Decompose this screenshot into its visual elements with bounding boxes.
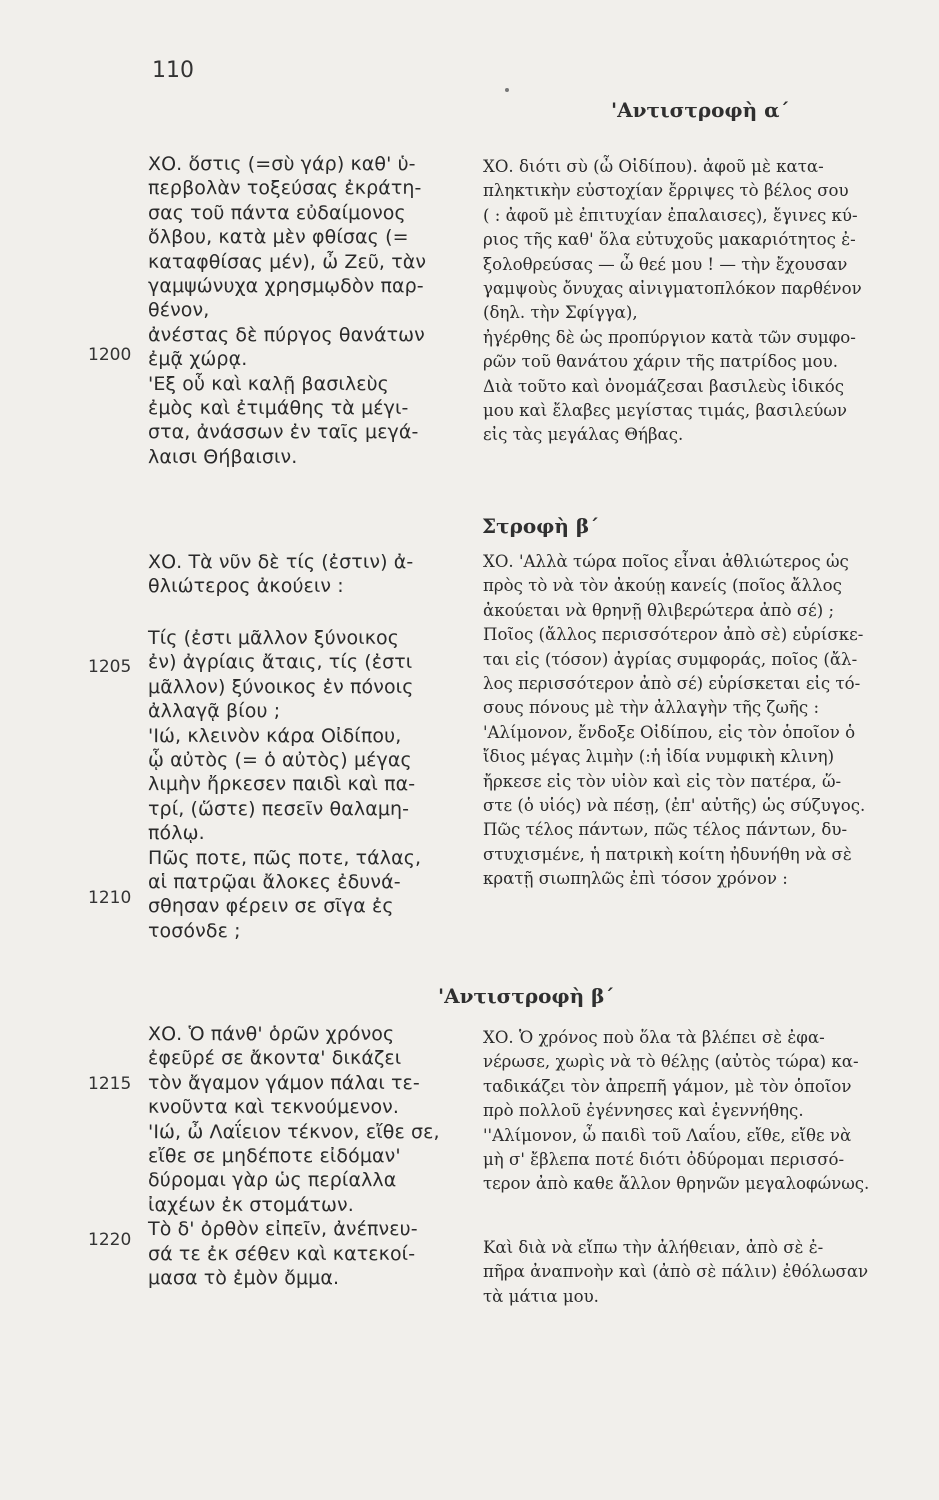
text-line: αἱ πατρῷαι ἄλοκες ἐδυνά-: [148, 871, 401, 894]
ancient-text-block-4: [148, 1022, 440, 1290]
text-line: Ποῖος (ἄλλος περισσότερον ἀπὸ σὲ) εὑρίσκε-: [483, 625, 864, 645]
text-line: στα, ἀνάσσων ἐν ταῖς μεγά-: [148, 421, 419, 444]
text-line: 'Εξ οὗ καὶ καλῇ βασιλεὺς: [148, 372, 389, 395]
text-line: ἠγέρθης δὲ ὡς προπύργιον κατὰ τῶν συμφο-: [483, 327, 856, 347]
text-line: λος περισσότερον ἀπὸ σέ) εὑρίσκεται εἰς τό-: [483, 674, 861, 694]
text-line: ἰαχέων ἐκ στομάτων.: [148, 1193, 354, 1216]
text-line: γαμψώνυχα χρησμῳδὸν παρ-: [148, 275, 424, 298]
text-line: τερον ἀπὸ καθε ἄλλον θρηνῶν μεγαλοφώνως.: [483, 1174, 870, 1194]
ancient-text-block-2: [148, 550, 413, 599]
text-line: πρὸ πολλοῦ ἐγέννησες καὶ ἐγεννήθης.: [483, 1101, 804, 1121]
text-line: πόλῳ.: [148, 822, 205, 845]
line-number: 1215: [88, 1074, 132, 1094]
line-number: 1200: [88, 345, 132, 365]
text-line: πληκτικὴν εὐστοχίαν ἔρριψες τὸ βέλος σου: [483, 181, 849, 201]
text-line: μου καὶ ἔλαβες μεγίστας τιμάς, βασιλεύων: [483, 401, 847, 421]
text-line: τὸν ἄγαμον γάμον πάλαι τε-: [148, 1071, 420, 1094]
text-line: τοσόνδε ;: [148, 919, 241, 942]
translation-block-4: [483, 1236, 868, 1309]
text-line: ᾧ αὐτὸς (= ὁ αὐτὸς) μέγας: [148, 749, 412, 772]
line-number: 1210: [88, 888, 132, 908]
text-line: ἐμὸς καὶ ἐτιμάθης τὰ μέγι-: [148, 397, 409, 420]
ink-speck: [505, 88, 509, 92]
text-line: ἐν) ἀγρίαις ἄταις, τίς (ἐστι: [148, 651, 413, 674]
text-line: κρατῇ σιωπηλῶς ἐπὶ τόσον χρόνον :: [483, 869, 788, 889]
text-line: κνοῦντα καὶ τεκνούμενον.: [148, 1096, 400, 1119]
text-line: πῆρα ἀναπνοὴν καὶ (ἀπὸ σὲ πάλιν) ἐθόλωσαν: [483, 1262, 869, 1282]
heading-strophe-b: Στροφὴ β΄: [482, 514, 600, 538]
text-line: 'Ιώ, κλεινὸν κάρα Οἰδίπου,: [148, 724, 402, 747]
text-line: δύρομαι γὰρ ὡς περίαλλα: [148, 1169, 397, 1192]
text-line: περβολὰν τοξεύσας ἐκράτη-: [148, 177, 422, 200]
text-line: τρί, (ὥστε) πεσεῖν θαλαμη-: [148, 797, 410, 820]
text-line: γαμψοὺς ὄνυχας αἰνιγματοπλόκον παρθένον: [483, 279, 862, 299]
text-line: ταδικάζει τὸν ἀπρεπῆ γάμον, μὲ τὸν ὁποῖον: [483, 1076, 852, 1096]
page-number: 110: [152, 58, 194, 83]
text-line: ΧΟ. Ὁ πάνθ' ὁρῶν χρόνος: [148, 1023, 395, 1045]
text-line: πρὸς τὸ νὰ τὸν ἀκούῃ κανείς (ποῖος ἄλλος: [483, 576, 842, 596]
text-line: ἤρκεσε εἰς τὸν υἱὸν καὶ εἰς τὸν πατέρα, ὥ-: [483, 771, 842, 791]
text-line: ΧΟ. Τὰ νῦν δὲ τίς (ἐστιν) ἀ-: [148, 551, 414, 573]
translation-block-2: [483, 550, 865, 892]
text-line: ΧΟ. διότι σὺ (ὦ Οἰδίπου). ἀφοῦ μὲ κατα-: [483, 157, 824, 176]
text-line: ὄλβου, κατὰ μὲν φθίσας (=: [148, 226, 409, 249]
translation-block-1: [483, 155, 862, 448]
text-line: ΧΟ. Ὁ χρόνος ποὺ ὅλα τὰ βλέπει σὲ ἐφα-: [483, 1028, 825, 1047]
text-line: μᾶλλον) ξύνοικος ἐν πόνοις: [148, 675, 414, 698]
text-line: ξολοθρεύσας — ὦ θεέ μου ! — τὴν ἔχουσαν: [483, 254, 848, 274]
text-line: ΧΟ. 'Αλλὰ τώρα ποῖος εἶναι ἀθλιώτερος ὡς: [483, 552, 849, 571]
text-line: 'Αλίμονον, ἔνδοξε Οἰδίπου, εἰς τὸν ὁποῖον ὁ: [483, 722, 856, 742]
text-line: θλιώτερος ἀκούειν :: [148, 575, 344, 598]
text-line: θένον,: [148, 299, 210, 322]
text-line: μὴ σ' ἔβλεπα ποτέ διότι ὀδύρομαι περισσό-: [483, 1150, 845, 1170]
text-line: σας τοῦ πάντα εὐδαίμονος: [148, 201, 406, 224]
text-line: στε (ὁ υἱός) νὰ πέσῃ, (ἐπ' αὐτῆς) ὡς σύζυγος.: [483, 796, 866, 816]
line-number: 1205: [88, 657, 132, 677]
text-line: σά τε ἐκ σέθεν καὶ κατεκοί-: [148, 1242, 416, 1265]
text-line: ἀλλαγᾷ βίου ;: [148, 700, 281, 723]
text-line: ριος τῆς καθ' ὅλα εὐτυχοῦς μακαριότητος ἐ-: [483, 230, 856, 250]
text-line: Πῶς ποτε, πῶς ποτε, τάλας,: [148, 846, 422, 869]
ancient-text-block-1: [148, 152, 426, 469]
text-line: Καὶ διὰ νὰ εἴπω τὴν ἀλήθειαν, ἀπὸ σὲ ἐ-: [483, 1238, 824, 1257]
text-line: (δηλ. τὴν Σφίγγα),: [483, 303, 638, 323]
text-line: Τὸ δ' ὀρθὸν εἰπεῖν, ἀνέπνευ-: [148, 1218, 418, 1241]
text-line: καταφθίσας μέν), ὦ Ζεῦ, τὰν: [148, 250, 427, 273]
text-line: Πῶς τέλος πάντων, πῶς τέλος πάντων, δυ-: [483, 820, 848, 840]
text-line: Διὰ τοῦτο καὶ ὀνομάζεσαι βασιλεὺς ἰδικός: [483, 376, 845, 396]
text-line: Τίς (ἐστι μᾶλλον ξύνοικος: [148, 627, 399, 649]
text-line: στυχισμένε, ἡ πατρικὴ κοίτη ἠδυνήθη νὰ σὲ: [483, 844, 852, 864]
text-line: 'Ιώ, ὦ Λαΐειον τέκνον, εἴθε σε,: [148, 1120, 440, 1143]
text-line: ''Αλίμονον, ὦ παιδὶ τοῦ Λαΐου, εἴθε, εἴθε νὰ: [483, 1125, 852, 1145]
text-line: μασα τὸ ἐμὸν ὄμμα.: [148, 1267, 340, 1290]
text-line: εἴθε σε μηδέποτε εἰδόμαν': [148, 1145, 401, 1168]
text-line: ται εἰς (τόσον) ἀγρίας συμφοράς, ποῖος (ἄλ-: [483, 649, 858, 669]
text-line: ΧΟ. ὅστις (=σὺ γάρ) καθ' ὑ-: [148, 153, 416, 175]
text-line: ( : ἀφοῦ μὲ ἐπιτυχίαν ἐπαλαισες), ἔγινες κύ-: [483, 205, 858, 225]
translation-block-3: [483, 1026, 869, 1197]
text-line: σθησαν φέρειν σε σῖγα ἐς: [148, 895, 394, 918]
line-number: 1220: [88, 1230, 132, 1250]
text-line: νέρωσε, χωρὶς νὰ τὸ θέλῃς (αὐτὸς τώρα) κα-: [483, 1052, 859, 1072]
heading-antistrophe-a: 'Αντιστροφὴ α΄: [611, 98, 790, 122]
text-line: ρῶν τοῦ θανάτου χάριν τῆς πατρίδος μου.: [483, 352, 839, 372]
text-line: λιμὴν ἤρκεσεν παιδὶ καὶ πα-: [148, 773, 416, 796]
text-line: τὰ μάτια μου.: [483, 1286, 599, 1306]
ancient-text-block-3: [148, 626, 421, 943]
heading-antistrophe-b: 'Αντιστροφὴ β΄: [438, 984, 615, 1008]
text-line: σους πόνους μὲ τὴν ἀλλαγὴν τῆς ζωῆς :: [483, 698, 820, 718]
text-line: ἀνέστας δὲ πύργος θανάτων: [148, 323, 425, 346]
text-line: λαισι Θήβαισιν.: [148, 445, 298, 468]
text-line: ἐφεῦρέ σε ἄκοντα' δικάζει: [148, 1047, 402, 1070]
text-line: ἐμᾷ χώρᾳ.: [148, 348, 248, 371]
text-line: εἰς τὰς μεγάλας Θήβας.: [483, 425, 684, 445]
text-line: ἴδιος μέγας λιμὴν (:ἡ ἰδία νυμφικὴ κλινη): [483, 747, 835, 767]
text-line: ἀκούεται νὰ θρηνῇ θλιβερώτερα ἀπὸ σέ) ;: [483, 600, 835, 620]
